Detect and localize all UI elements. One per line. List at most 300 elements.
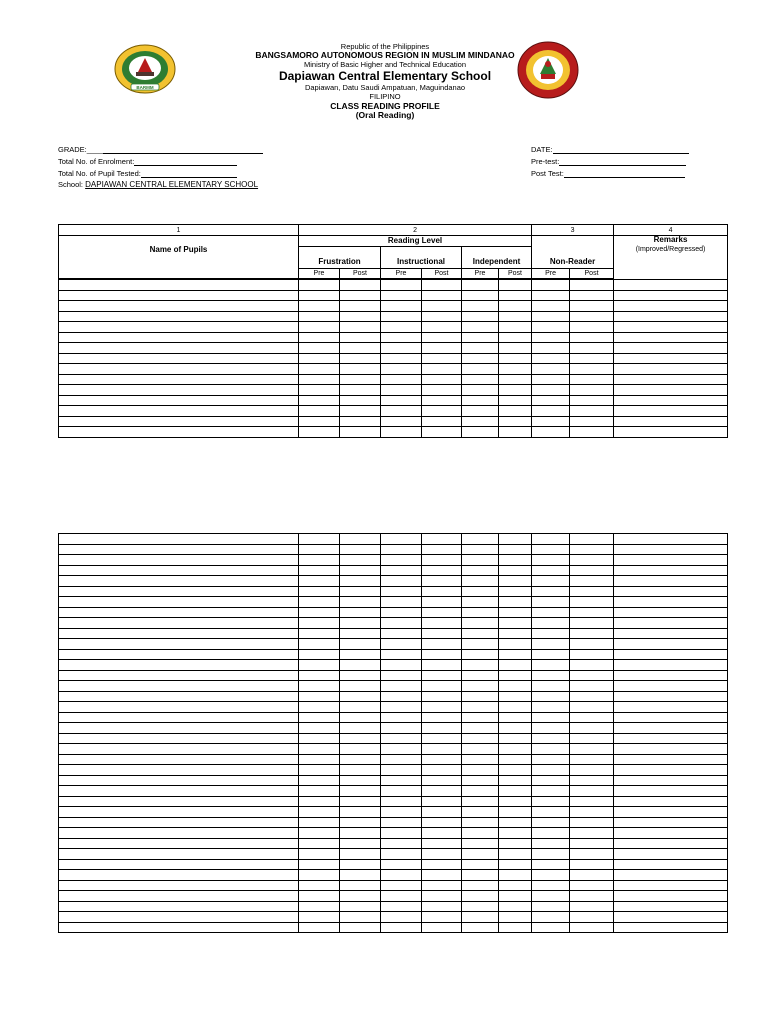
table-cell[interactable] — [422, 374, 462, 385]
table-cell[interactable] — [462, 828, 499, 839]
table-cell[interactable] — [499, 838, 532, 849]
table-cell[interactable] — [532, 343, 570, 354]
table-cell[interactable] — [422, 406, 462, 417]
table-cell[interactable] — [59, 870, 299, 881]
table-cell[interactable] — [299, 416, 340, 427]
table-cell[interactable] — [59, 880, 299, 891]
table-cell[interactable] — [340, 618, 381, 629]
table-cell[interactable] — [614, 427, 728, 438]
table-cell[interactable] — [299, 859, 340, 870]
table-cell[interactable] — [499, 922, 532, 933]
table-cell[interactable] — [340, 395, 381, 406]
table-cell[interactable] — [381, 670, 422, 681]
table-cell[interactable] — [381, 322, 422, 333]
table-cell[interactable] — [499, 849, 532, 860]
table-cell[interactable] — [532, 796, 570, 807]
table-cell[interactable] — [570, 597, 614, 608]
table-cell[interactable] — [570, 649, 614, 660]
table-cell[interactable] — [614, 353, 728, 364]
table-cell[interactable] — [462, 681, 499, 692]
table-cell[interactable] — [462, 733, 499, 744]
table-cell[interactable] — [462, 870, 499, 881]
table-cell[interactable] — [340, 385, 381, 396]
table-cell[interactable] — [614, 901, 728, 912]
table-cell[interactable] — [299, 891, 340, 902]
table-cell[interactable] — [462, 374, 499, 385]
table-cell[interactable] — [59, 670, 299, 681]
table-cell[interactable] — [614, 912, 728, 923]
table-cell[interactable] — [532, 364, 570, 375]
table-cell[interactable] — [570, 639, 614, 650]
table-cell[interactable] — [462, 343, 499, 354]
table-cell[interactable] — [462, 691, 499, 702]
table-cell[interactable] — [462, 786, 499, 797]
table-cell[interactable] — [299, 786, 340, 797]
table-cell[interactable] — [614, 280, 728, 291]
table-cell[interactable] — [381, 744, 422, 755]
table-cell[interactable] — [59, 280, 299, 291]
table-cell[interactable] — [422, 912, 462, 923]
table-cell[interactable] — [59, 555, 299, 566]
table-cell[interactable] — [499, 406, 532, 417]
table-cell[interactable] — [381, 576, 422, 587]
table-cell[interactable] — [422, 364, 462, 375]
table-cell[interactable] — [422, 639, 462, 650]
table-cell[interactable] — [570, 374, 614, 385]
table-cell[interactable] — [570, 427, 614, 438]
table-cell[interactable] — [340, 406, 381, 417]
table-cell[interactable] — [59, 828, 299, 839]
table-cell[interactable] — [570, 838, 614, 849]
table-cell[interactable] — [532, 544, 570, 555]
table-cell[interactable] — [381, 849, 422, 860]
table-cell[interactable] — [299, 311, 340, 322]
table-cell[interactable] — [422, 576, 462, 587]
table-cell[interactable] — [59, 395, 299, 406]
table-cell[interactable] — [59, 660, 299, 671]
table-cell[interactable] — [340, 290, 381, 301]
table-cell[interactable] — [532, 628, 570, 639]
table-cell[interactable] — [570, 702, 614, 713]
table-cell[interactable] — [381, 586, 422, 597]
table-cell[interactable] — [340, 353, 381, 364]
table-cell[interactable] — [59, 628, 299, 639]
table-cell[interactable] — [462, 670, 499, 681]
table-cell[interactable] — [381, 311, 422, 322]
table-cell[interactable] — [422, 311, 462, 322]
table-cell[interactable] — [381, 660, 422, 671]
table-cell[interactable] — [614, 765, 728, 776]
table-cell[interactable] — [381, 712, 422, 723]
table-cell[interactable] — [499, 332, 532, 343]
table-cell[interactable] — [499, 628, 532, 639]
table-cell[interactable] — [499, 796, 532, 807]
table-cell[interactable] — [59, 912, 299, 923]
table-cell[interactable] — [299, 322, 340, 333]
table-cell[interactable] — [381, 555, 422, 566]
table-cell[interactable] — [340, 838, 381, 849]
table-cell[interactable] — [381, 733, 422, 744]
table-cell[interactable] — [299, 723, 340, 734]
table-cell[interactable] — [614, 891, 728, 902]
table-cell[interactable] — [299, 628, 340, 639]
table-cell[interactable] — [299, 691, 340, 702]
table-cell[interactable] — [422, 870, 462, 881]
table-cell[interactable] — [381, 838, 422, 849]
table-cell[interactable] — [381, 754, 422, 765]
table-cell[interactable] — [381, 901, 422, 912]
table-cell[interactable] — [381, 859, 422, 870]
table-cell[interactable] — [59, 649, 299, 660]
table-cell[interactable] — [340, 754, 381, 765]
table-cell[interactable] — [340, 534, 381, 545]
table-cell[interactable] — [59, 807, 299, 818]
table-cell[interactable] — [422, 880, 462, 891]
table-cell[interactable] — [614, 628, 728, 639]
table-cell[interactable] — [614, 322, 728, 333]
table-cell[interactable] — [381, 828, 422, 839]
table-cell[interactable] — [299, 702, 340, 713]
table-cell[interactable] — [462, 290, 499, 301]
table-cell[interactable] — [570, 406, 614, 417]
table-cell[interactable] — [570, 859, 614, 870]
table-cell[interactable] — [381, 565, 422, 576]
table-cell[interactable] — [570, 922, 614, 933]
table-cell[interactable] — [381, 765, 422, 776]
table-cell[interactable] — [532, 301, 570, 312]
table-cell[interactable] — [422, 775, 462, 786]
table-cell[interactable] — [299, 576, 340, 587]
table-cell[interactable] — [532, 901, 570, 912]
table-cell[interactable] — [381, 796, 422, 807]
table-cell[interactable] — [532, 374, 570, 385]
table-cell[interactable] — [422, 723, 462, 734]
table-cell[interactable] — [499, 733, 532, 744]
table-cell[interactable] — [381, 385, 422, 396]
table-cell[interactable] — [532, 723, 570, 734]
table-cell[interactable] — [462, 628, 499, 639]
table-cell[interactable] — [614, 555, 728, 566]
table-cell[interactable] — [340, 807, 381, 818]
table-cell[interactable] — [299, 660, 340, 671]
table-cell[interactable] — [462, 364, 499, 375]
table-cell[interactable] — [59, 775, 299, 786]
table-cell[interactable] — [340, 311, 381, 322]
table-cell[interactable] — [532, 681, 570, 692]
table-cell[interactable] — [499, 395, 532, 406]
table-cell[interactable] — [340, 744, 381, 755]
table-cell[interactable] — [299, 586, 340, 597]
table-cell[interactable] — [299, 712, 340, 723]
table-cell[interactable] — [570, 555, 614, 566]
table-cell[interactable] — [299, 807, 340, 818]
table-cell[interactable] — [570, 754, 614, 765]
table-cell[interactable] — [614, 406, 728, 417]
table-cell[interactable] — [299, 796, 340, 807]
table-cell[interactable] — [381, 723, 422, 734]
table-cell[interactable] — [299, 565, 340, 576]
table-cell[interactable] — [570, 807, 614, 818]
table-cell[interactable] — [340, 670, 381, 681]
table-cell[interactable] — [462, 754, 499, 765]
table-cell[interactable] — [422, 849, 462, 860]
table-cell[interactable] — [532, 385, 570, 396]
table-cell[interactable] — [422, 280, 462, 291]
table-cell[interactable] — [462, 565, 499, 576]
table-cell[interactable] — [422, 733, 462, 744]
table-cell[interactable] — [462, 385, 499, 396]
table-cell[interactable] — [462, 280, 499, 291]
table-cell[interactable] — [532, 322, 570, 333]
table-cell[interactable] — [59, 374, 299, 385]
table-cell[interactable] — [422, 702, 462, 713]
table-cell[interactable] — [570, 301, 614, 312]
table-cell[interactable] — [532, 416, 570, 427]
table-cell[interactable] — [59, 301, 299, 312]
table-cell[interactable] — [59, 427, 299, 438]
table-cell[interactable] — [59, 576, 299, 587]
table-cell[interactable] — [59, 891, 299, 902]
table-cell[interactable] — [340, 555, 381, 566]
table-cell[interactable] — [381, 301, 422, 312]
table-cell[interactable] — [614, 744, 728, 755]
table-cell[interactable] — [340, 660, 381, 671]
table-cell[interactable] — [532, 670, 570, 681]
table-cell[interactable] — [532, 534, 570, 545]
table-cell[interactable] — [499, 901, 532, 912]
table-cell[interactable] — [340, 775, 381, 786]
table-cell[interactable] — [499, 427, 532, 438]
table-cell[interactable] — [299, 639, 340, 650]
table-cell[interactable] — [422, 922, 462, 933]
table-cell[interactable] — [59, 639, 299, 650]
table-cell[interactable] — [499, 586, 532, 597]
table-cell[interactable] — [532, 849, 570, 860]
table-cell[interactable] — [299, 280, 340, 291]
table-cell[interactable] — [570, 765, 614, 776]
table-cell[interactable] — [381, 870, 422, 881]
table-cell[interactable] — [532, 786, 570, 797]
table-cell[interactable] — [532, 891, 570, 902]
table-cell[interactable] — [499, 322, 532, 333]
table-cell[interactable] — [499, 555, 532, 566]
table-cell[interactable] — [532, 353, 570, 364]
table-cell[interactable] — [499, 828, 532, 839]
table-cell[interactable] — [340, 576, 381, 587]
table-cell[interactable] — [499, 534, 532, 545]
table-cell[interactable] — [381, 817, 422, 828]
table-cell[interactable] — [422, 744, 462, 755]
table-cell[interactable] — [462, 859, 499, 870]
table-cell[interactable] — [59, 817, 299, 828]
table-cell[interactable] — [422, 353, 462, 364]
table-cell[interactable] — [614, 922, 728, 933]
table-cell[interactable] — [614, 660, 728, 671]
table-cell[interactable] — [59, 385, 299, 396]
table-cell[interactable] — [381, 544, 422, 555]
table-cell[interactable] — [422, 891, 462, 902]
table-cell[interactable] — [59, 607, 299, 618]
table-cell[interactable] — [614, 702, 728, 713]
table-cell[interactable] — [499, 649, 532, 660]
table-cell[interactable] — [381, 691, 422, 702]
table-cell[interactable] — [59, 322, 299, 333]
table-cell[interactable] — [299, 649, 340, 660]
table-cell[interactable] — [59, 416, 299, 427]
table-cell[interactable] — [499, 807, 532, 818]
table-cell[interactable] — [299, 754, 340, 765]
table-cell[interactable] — [299, 880, 340, 891]
table-cell[interactable] — [340, 870, 381, 881]
table-cell[interactable] — [499, 775, 532, 786]
table-cell[interactable] — [532, 922, 570, 933]
table-cell[interactable] — [462, 544, 499, 555]
table-cell[interactable] — [462, 901, 499, 912]
table-cell[interactable] — [422, 301, 462, 312]
table-cell[interactable] — [340, 922, 381, 933]
table-cell[interactable] — [532, 406, 570, 417]
table-cell[interactable] — [532, 912, 570, 923]
table-cell[interactable] — [570, 576, 614, 587]
table-cell[interactable] — [340, 586, 381, 597]
table-cell[interactable] — [462, 744, 499, 755]
table-cell[interactable] — [59, 681, 299, 692]
table-cell[interactable] — [614, 796, 728, 807]
table-cell[interactable] — [499, 565, 532, 576]
table-cell[interactable] — [422, 901, 462, 912]
table-cell[interactable] — [381, 406, 422, 417]
table-cell[interactable] — [422, 534, 462, 545]
table-cell[interactable] — [340, 733, 381, 744]
table-cell[interactable] — [499, 859, 532, 870]
table-cell[interactable] — [422, 765, 462, 776]
table-cell[interactable] — [299, 838, 340, 849]
table-cell[interactable] — [299, 901, 340, 912]
table-cell[interactable] — [614, 385, 728, 396]
table-cell[interactable] — [422, 385, 462, 396]
table-cell[interactable] — [570, 618, 614, 629]
table-cell[interactable] — [422, 416, 462, 427]
table-cell[interactable] — [59, 364, 299, 375]
table-cell[interactable] — [570, 670, 614, 681]
table-cell[interactable] — [299, 912, 340, 923]
table-cell[interactable] — [499, 880, 532, 891]
table-cell[interactable] — [422, 796, 462, 807]
table-cell[interactable] — [570, 880, 614, 891]
table-cell[interactable] — [499, 301, 532, 312]
table-cell[interactable] — [532, 565, 570, 576]
table-cell[interactable] — [570, 534, 614, 545]
table-cell[interactable] — [614, 586, 728, 597]
table-cell[interactable] — [340, 912, 381, 923]
table-cell[interactable] — [499, 670, 532, 681]
table-cell[interactable] — [422, 660, 462, 671]
table-cell[interactable] — [299, 670, 340, 681]
table-cell[interactable] — [532, 733, 570, 744]
table-cell[interactable] — [299, 343, 340, 354]
table-cell[interactable] — [570, 416, 614, 427]
table-cell[interactable] — [299, 775, 340, 786]
table-cell[interactable] — [532, 427, 570, 438]
table-cell[interactable] — [499, 607, 532, 618]
table-cell[interactable] — [299, 870, 340, 881]
table-cell[interactable] — [462, 838, 499, 849]
table-cell[interactable] — [422, 649, 462, 660]
table-cell[interactable] — [381, 702, 422, 713]
table-cell[interactable] — [462, 576, 499, 587]
table-cell[interactable] — [340, 691, 381, 702]
table-cell[interactable] — [381, 775, 422, 786]
table-cell[interactable] — [462, 322, 499, 333]
table-cell[interactable] — [422, 670, 462, 681]
table-cell[interactable] — [59, 702, 299, 713]
table-cell[interactable] — [570, 311, 614, 322]
table-cell[interactable] — [570, 385, 614, 396]
table-cell[interactable] — [381, 807, 422, 818]
table-cell[interactable] — [499, 786, 532, 797]
table-cell[interactable] — [570, 891, 614, 902]
table-cell[interactable] — [462, 586, 499, 597]
table-cell[interactable] — [462, 406, 499, 417]
table-cell[interactable] — [570, 796, 614, 807]
table-cell[interactable] — [422, 786, 462, 797]
table-cell[interactable] — [299, 555, 340, 566]
table-cell[interactable] — [340, 828, 381, 839]
table-cell[interactable] — [59, 733, 299, 744]
table-cell[interactable] — [381, 786, 422, 797]
table-cell[interactable] — [532, 838, 570, 849]
table-cell[interactable] — [570, 544, 614, 555]
table-cell[interactable] — [570, 870, 614, 881]
table-cell[interactable] — [614, 859, 728, 870]
table-cell[interactable] — [381, 290, 422, 301]
table-cell[interactable] — [340, 427, 381, 438]
table-cell[interactable] — [422, 290, 462, 301]
table-cell[interactable] — [59, 859, 299, 870]
table-cell[interactable] — [614, 828, 728, 839]
table-cell[interactable] — [422, 838, 462, 849]
table-cell[interactable] — [299, 733, 340, 744]
table-cell[interactable] — [462, 607, 499, 618]
table-cell[interactable] — [462, 891, 499, 902]
table-cell[interactable] — [614, 343, 728, 354]
table-cell[interactable] — [299, 849, 340, 860]
table-cell[interactable] — [340, 880, 381, 891]
table-cell[interactable] — [462, 775, 499, 786]
table-cell[interactable] — [462, 660, 499, 671]
table-cell[interactable] — [499, 754, 532, 765]
table-cell[interactable] — [59, 332, 299, 343]
table-cell[interactable] — [462, 723, 499, 734]
table-cell[interactable] — [340, 712, 381, 723]
table-cell[interactable] — [381, 364, 422, 375]
table-cell[interactable] — [532, 765, 570, 776]
table-cell[interactable] — [462, 796, 499, 807]
table-cell[interactable] — [340, 280, 381, 291]
table-cell[interactable] — [570, 395, 614, 406]
table-cell[interactable] — [462, 353, 499, 364]
table-cell[interactable] — [340, 607, 381, 618]
table-cell[interactable] — [462, 555, 499, 566]
table-cell[interactable] — [570, 332, 614, 343]
table-cell[interactable] — [422, 807, 462, 818]
table-cell[interactable] — [299, 607, 340, 618]
table-cell[interactable] — [614, 395, 728, 406]
table-cell[interactable] — [462, 807, 499, 818]
table-cell[interactable] — [499, 311, 532, 322]
table-cell[interactable] — [422, 597, 462, 608]
table-cell[interactable] — [614, 374, 728, 385]
